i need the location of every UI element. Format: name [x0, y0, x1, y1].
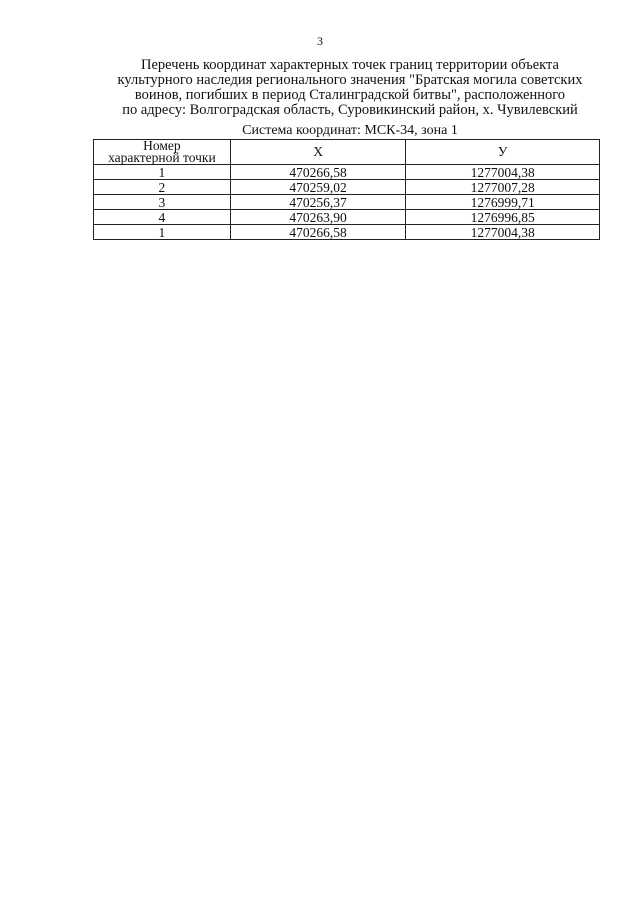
table-row	[94, 180, 600, 195]
title-line-1: Перечень координат характерных точек границ территории объекта	[141, 57, 559, 73]
coordinate-system-caption: Система координат: МСК-34, зона 1	[242, 123, 458, 138]
table-row	[94, 225, 600, 240]
header-point-line1: Номер	[143, 138, 181, 153]
title-line-3: воинов, погибших в период Сталинградской битвы", расположенного	[134, 87, 566, 103]
header-point-line2: характерной точки	[108, 150, 216, 165]
cell-x: 470263,90	[230, 210, 406, 225]
cell-point: 4	[94, 210, 231, 225]
table-header-row	[94, 140, 600, 165]
cell-x: 470256,37	[230, 195, 406, 210]
header-x: X	[230, 140, 406, 165]
title-line-2: культурного наследия регионального значения "Братская могила советских	[117, 72, 583, 88]
cell-y: 1276999,71	[406, 195, 600, 210]
cell-y: 1277004,38	[406, 225, 600, 240]
cell-point: 2	[94, 180, 231, 195]
cell-x: 470266,58	[230, 225, 406, 240]
cell-x: 470266,58	[230, 165, 406, 180]
table-row	[94, 210, 600, 225]
cell-point: 1	[94, 225, 231, 240]
header-y: У	[406, 140, 600, 165]
cell-point: 1	[94, 165, 231, 180]
cell-y: 1277004,38	[406, 165, 600, 180]
cell-y: 1276996,85	[406, 210, 600, 225]
document-title	[80, 58, 620, 118]
table-row	[94, 195, 600, 210]
header-point-number	[94, 140, 231, 165]
cell-x: 470259,02	[230, 180, 406, 195]
table-row	[94, 165, 600, 180]
page-number: 3	[317, 34, 323, 48]
title-line-4: по адресу: Волгоградская область, Суровикинский район, х. Чувилевский	[122, 102, 578, 118]
cell-y: 1277007,28	[406, 180, 600, 195]
cell-point: 3	[94, 195, 231, 210]
coordinates-table	[93, 139, 600, 240]
